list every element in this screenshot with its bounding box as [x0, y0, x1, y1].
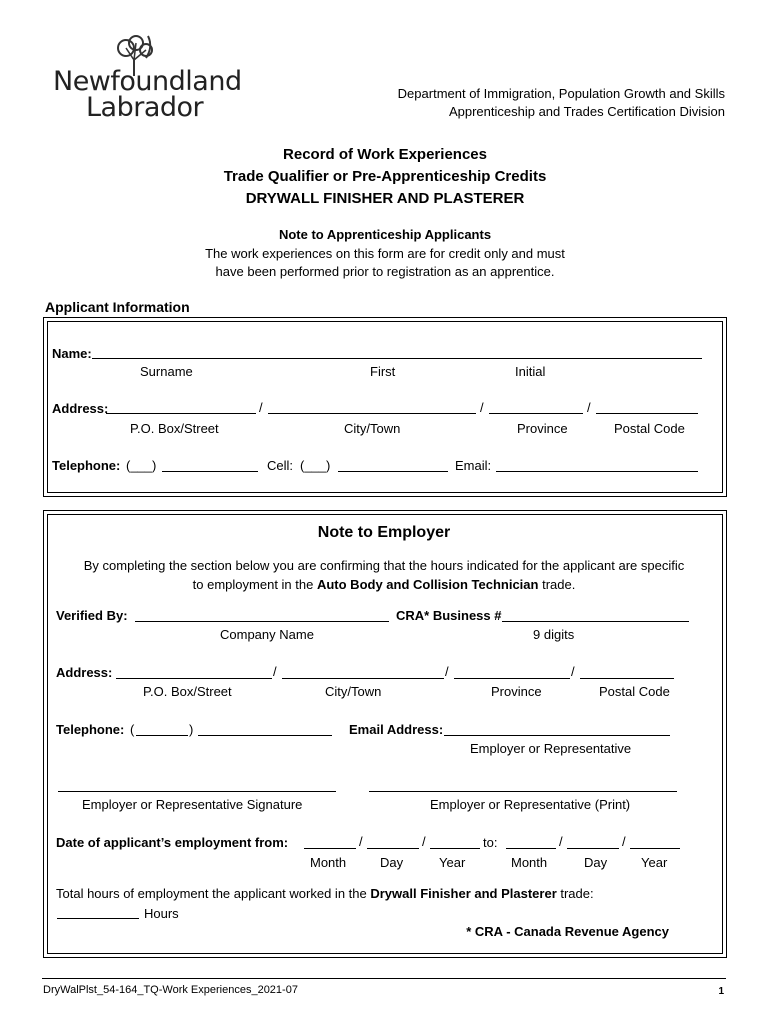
employer-telephone-label: Telephone: — [56, 722, 125, 737]
footer-rule — [42, 978, 726, 979]
print-name-caption: Employer or Representative (Print) — [430, 797, 631, 812]
applicant-area-code[interactable]: (___) — [126, 458, 157, 473]
employer-area-code-field[interactable] — [136, 735, 188, 736]
employer-city-field[interactable] — [282, 678, 444, 679]
applicant-address-label: Address: — [52, 401, 109, 416]
applicant-note-line-2: have been performed prior to registration as an apprentice. — [215, 264, 555, 279]
division-name: Apprenticeship and Trades Certification Division — [448, 104, 725, 119]
from-year-caption: Year — [439, 855, 466, 870]
total-hours-field[interactable] — [57, 918, 139, 919]
applicant-email-label: Email: — [455, 458, 492, 473]
total-hours-trade: Drywall Finisher and Plasterer — [370, 886, 557, 901]
employer-slash-1: / — [273, 664, 277, 679]
form-title: Record of Work Experiences — [283, 146, 487, 163]
initial-caption: Initial — [515, 364, 546, 379]
slash-3: / — [587, 400, 591, 415]
to-day-field[interactable] — [567, 848, 619, 849]
hours-caption: Hours — [144, 906, 179, 921]
from-day-caption: Day — [380, 855, 404, 870]
employer-area-code-open: ( — [130, 722, 135, 737]
applicant-po-box-field[interactable] — [106, 413, 256, 414]
applicant-city-caption: City/Town — [344, 421, 401, 436]
applicant-telephone-field[interactable] — [162, 471, 258, 472]
from-month-caption: Month — [310, 855, 347, 870]
employer-postal-field[interactable] — [580, 678, 674, 679]
cell-label: Cell: — [267, 458, 294, 473]
employer-email-field[interactable] — [444, 735, 670, 736]
employer-note-line-2 — [47, 577, 721, 592]
employer-province-field[interactable] — [454, 678, 570, 679]
cra-business-field[interactable] — [502, 621, 689, 622]
applicant-city-field[interactable] — [268, 413, 476, 414]
employer-address-label: Address: — [56, 665, 113, 680]
page-number: 1 — [718, 986, 724, 997]
employer-province-caption: Province — [491, 684, 542, 699]
verified-by-label: Verified By: — [56, 608, 128, 623]
applicant-email-field[interactable] — [496, 471, 698, 472]
cell-area-code[interactable]: (___) — [300, 458, 331, 473]
employer-area-code-close: ) — [189, 722, 194, 737]
company-name-caption: Company Name — [220, 627, 314, 642]
from-month-field[interactable] — [304, 848, 356, 849]
applicant-section-label: Applicant Information — [45, 299, 190, 315]
applicant-postal-caption: Postal Code — [614, 421, 685, 436]
employer-city-caption: City/Town — [325, 684, 382, 699]
applicant-postal-field[interactable] — [596, 413, 698, 414]
logo — [50, 30, 240, 125]
date-slash-1: / — [359, 834, 363, 849]
to-day-caption: Day — [584, 855, 608, 870]
to-label: to: — [483, 835, 498, 850]
signature-caption: Employer or Representative Signature — [82, 797, 303, 812]
employer-po-box-field[interactable] — [116, 678, 272, 679]
department-name: Department of Immigration, Population Growth and Skills — [397, 86, 725, 101]
cell-field[interactable] — [338, 471, 448, 472]
form-code: DryWalPlst_54-164_TQ-Work Experiences_2021-07 — [43, 984, 298, 996]
form-subtitle: Trade Qualifier or Pre-Apprenticeship Credits — [223, 168, 547, 185]
employer-note-line-2-post: trade. — [538, 577, 576, 592]
name-field[interactable] — [92, 358, 702, 359]
print-name-field[interactable] — [369, 791, 677, 792]
from-day-field[interactable] — [367, 848, 419, 849]
slash-2: / — [480, 400, 484, 415]
cra-footnote: * CRA - Canada Revenue Agency — [466, 924, 669, 939]
from-year-field[interactable] — [430, 848, 480, 849]
date-slash-2: / — [422, 834, 426, 849]
slash-1: / — [259, 400, 263, 415]
employer-email-label: Email Address: — [349, 722, 444, 737]
total-hours-post: trade: — [556, 886, 594, 901]
company-name-field[interactable] — [135, 621, 389, 622]
to-month-caption: Month — [511, 855, 548, 870]
employment-date-label: Date of applicant’s employment from: — [56, 835, 289, 850]
logo-line-1: Newfoundland — [53, 66, 242, 97]
total-hours-pre: Total hours of employment the applicant worked in the — [56, 886, 371, 901]
logo-line-2: Labrador — [86, 92, 204, 123]
surname-caption: Surname — [140, 364, 193, 379]
trade-name: DRYWALL FINISHER AND PLASTERER — [245, 190, 525, 207]
name-label: Name: — [52, 346, 92, 361]
applicant-province-field[interactable] — [489, 413, 583, 414]
to-year-caption: Year — [641, 855, 668, 870]
signature-field[interactable] — [58, 791, 336, 792]
employer-note-line-1: By completing the section below you are confirming that the hours indicated for the applicant are specific — [83, 558, 685, 573]
first-caption: First — [370, 364, 396, 379]
nine-digits-caption: 9 digits — [533, 627, 575, 642]
employer-telephone-field[interactable] — [198, 735, 332, 736]
employer-note-line-2-pre: to employment in the — [192, 577, 317, 592]
employer-po-box-caption: P.O. Box/Street — [143, 684, 232, 699]
employer-note-heading: Note to Employer — [317, 524, 451, 541]
employer-slash-2: / — [445, 664, 449, 679]
cra-business-label: CRA* Business # — [396, 608, 502, 623]
date-slash-3: / — [559, 834, 563, 849]
applicant-po-box-caption: P.O. Box/Street — [130, 421, 219, 436]
total-hours-sentence — [56, 886, 594, 901]
applicant-note-line-1: The work experiences on this form are for credit only and must — [205, 246, 565, 261]
date-slash-4: / — [622, 834, 626, 849]
to-year-field[interactable] — [630, 848, 680, 849]
applicant-telephone-label: Telephone: — [52, 458, 121, 473]
employer-slash-3: / — [571, 664, 575, 679]
applicant-province-caption: Province — [517, 421, 568, 436]
employer-postal-caption: Postal Code — [599, 684, 670, 699]
applicant-note-heading: Note to Apprenticeship Applicants — [278, 227, 492, 242]
to-month-field[interactable] — [506, 848, 556, 849]
employer-note-trade: Auto Body and Collision Technician — [316, 577, 539, 592]
employer-rep-caption: Employer or Representative — [470, 741, 632, 756]
